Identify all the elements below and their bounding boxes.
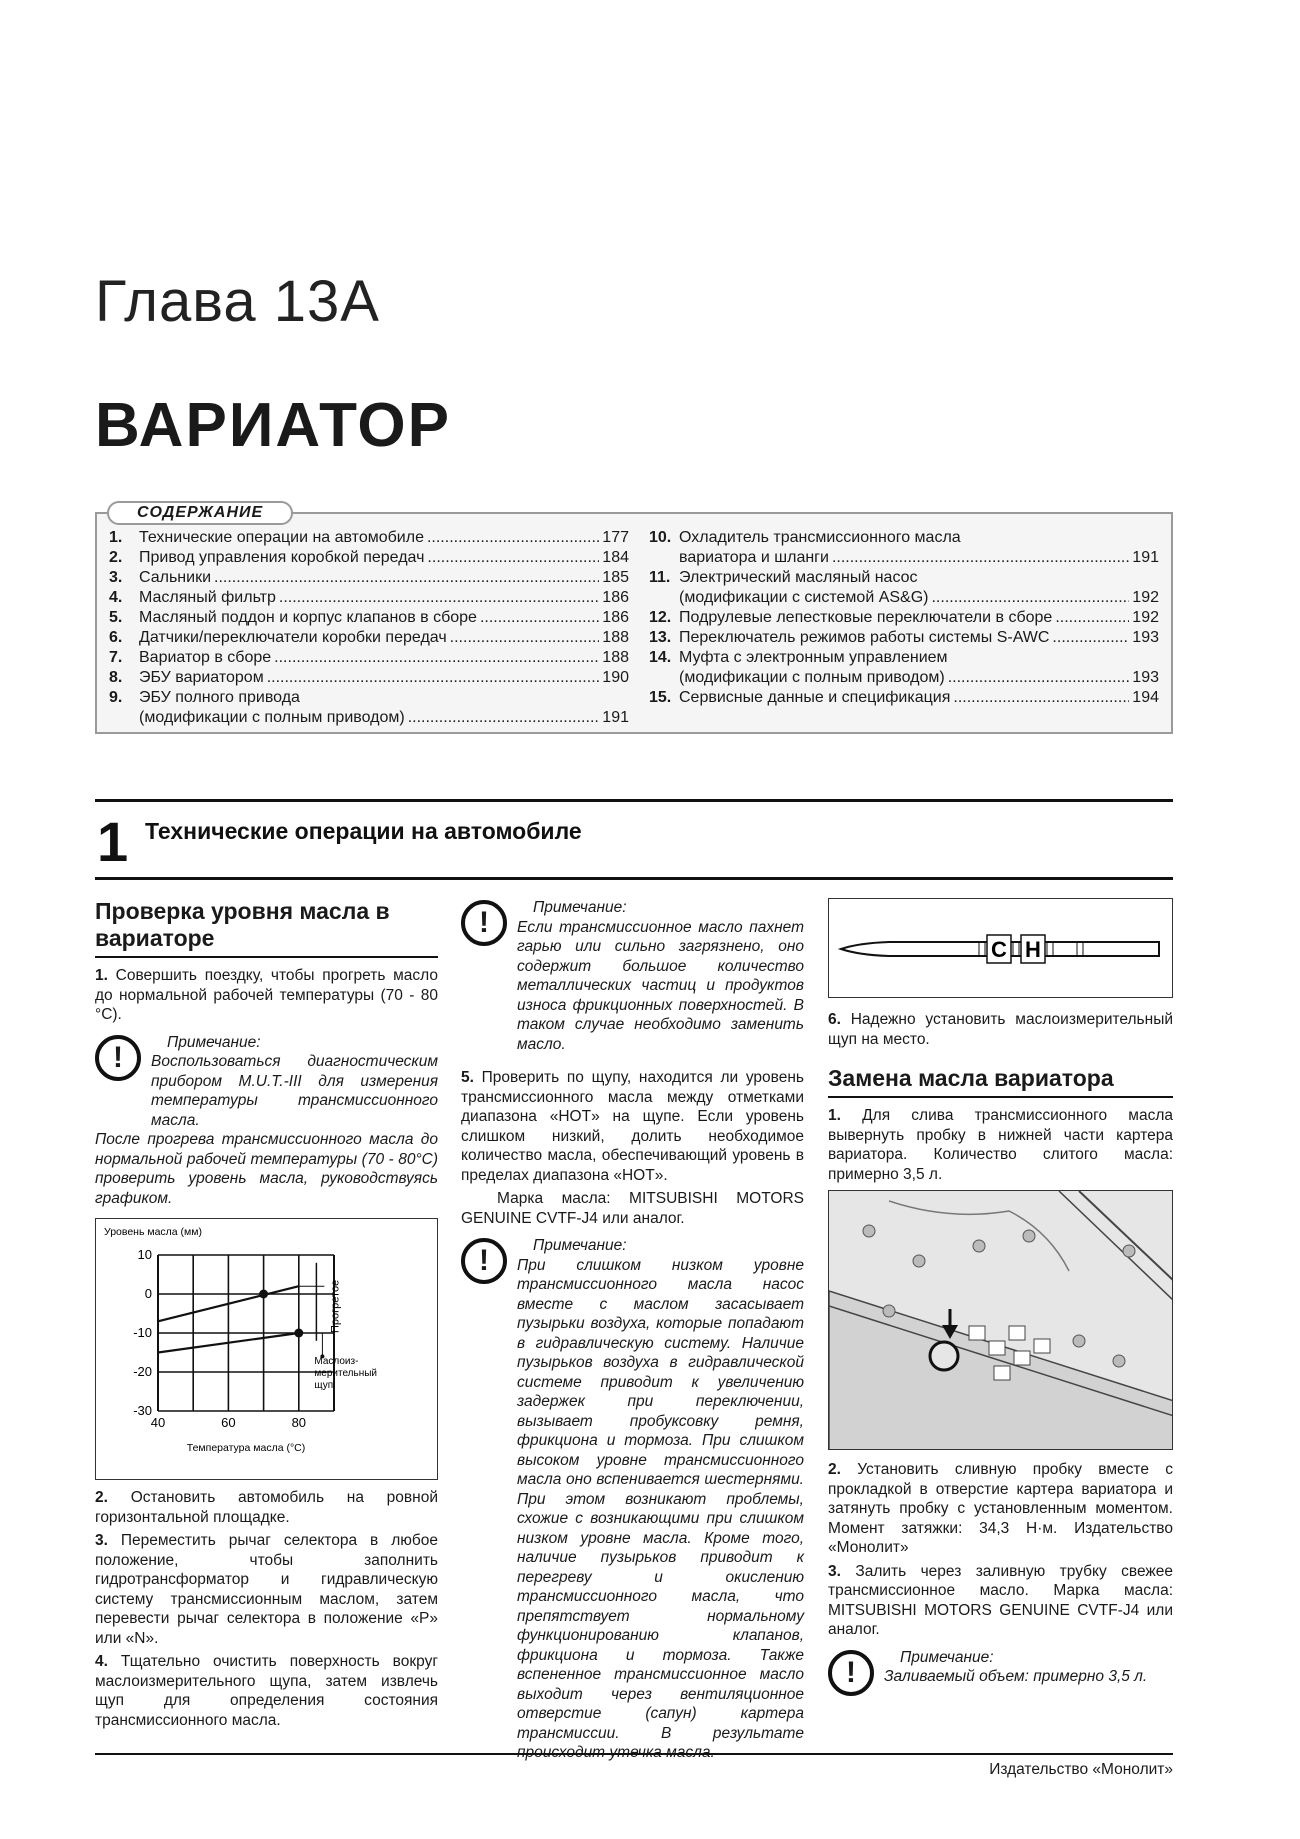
toc-item-number: 13. xyxy=(649,629,672,646)
toc-item xyxy=(109,668,629,688)
step-1: 1. Для слива трансмиссионного масла вывернуть пробку в нижней части картера вариатора. Количество слитого масла: примерно 3,5 л. xyxy=(828,1107,1173,1183)
paragraph-6: 6. Надежно установить маслоизмерительный щуп на место. xyxy=(828,1011,1173,1048)
toc-item-page: 186 xyxy=(602,609,629,626)
toc-item-text-cont: (модификации с полным приводом) xyxy=(679,669,945,686)
toc-item-page: 192 xyxy=(1132,589,1159,606)
toc-item-continued xyxy=(109,708,629,728)
note-label: Примечание: xyxy=(533,899,627,916)
toc-item xyxy=(109,648,629,668)
subsection-heading: Проверка уровня масла в вариаторе xyxy=(95,898,438,958)
paragraph-5b: Марка масла: MITSUBISHI MOTORS GENUINE CVTF-J4 или аналог. xyxy=(461,1190,804,1227)
chart-dip-label-line: щуп xyxy=(314,1380,334,1392)
step-2: 2. Установить сливную пробку вместе с прокладкой в отверстие картера вариатора и затянуть пробку с установленным моментом. Момент затяжки: 34,3 Н·м. Издательство «Монолит» xyxy=(828,1461,1173,1556)
toc-left-column xyxy=(109,528,629,728)
toc-item-page: 192 xyxy=(1132,609,1159,626)
toc-item-number: 9. xyxy=(109,689,123,706)
toc-item xyxy=(649,528,1159,548)
exclamation-icon: ! xyxy=(95,1035,141,1081)
toc-dot-leader xyxy=(214,568,599,588)
toc-item xyxy=(109,608,629,628)
toc-dot-leader xyxy=(427,528,599,548)
toc-item-text-cont: (модификации с системой AS&G) xyxy=(679,589,929,606)
note-label: Примечание: xyxy=(167,1033,261,1051)
chart-dip-label-line: мерительный xyxy=(314,1368,378,1380)
toc-dot-leader xyxy=(931,588,1129,608)
chart-warm-label: Прогретое xyxy=(329,1279,342,1333)
toc-right-column xyxy=(649,528,1159,708)
toc-item xyxy=(649,608,1159,628)
chart-y-tick: 10 xyxy=(137,1247,152,1262)
exclamation-icon: ! xyxy=(461,1238,507,1284)
toc-item-page: 190 xyxy=(602,669,629,686)
chapter-title: ВАРИАТОР xyxy=(95,391,451,460)
toc-item-page: 193 xyxy=(1132,629,1159,646)
chart-canvas xyxy=(96,1219,439,1481)
note-3 xyxy=(461,1236,804,1763)
toc-item-text: Масляный поддон и корпус клапанов в сборе xyxy=(139,609,477,626)
toc-item-text: Электрический масляный насос xyxy=(679,569,918,586)
toc-item-text-cont: (модификации с полным приводом) xyxy=(139,709,405,726)
chart-x-label: Температура масла (°C) xyxy=(186,1442,306,1454)
toc-item-number: 2. xyxy=(109,549,123,566)
toc-item-number: 7. xyxy=(109,649,123,666)
note-4 xyxy=(828,1648,1173,1687)
paragraph-1: 1. Совершить поездку, чтобы прогреть масло до нормальной рабочей температуры (70 - 80 °C). xyxy=(95,967,438,1023)
chapter-number: Глава 13А xyxy=(95,269,380,334)
chart-x-tick: 60 xyxy=(221,1415,236,1430)
publisher-footer: Издательство «Монолит» xyxy=(989,1761,1173,1778)
note-text: При слишком низком уровне трансмиссионного масла насос вместе с маслом засасывает пузырьки воздуха, которые попадают в гидравлическую систему. Наличие пузырьков воздуха в гидравлической системе приводит к увеличению задержек при переключении, вызывает пробуксовку ремня, фрикциона и тормоза. При слишком высоком уровне трансмиссионного масла оно вспенивается шестернями. При этом возникают проблемы, схожие с возникающими при слишком низком уровне масла. Кроме того, наличие пузырьков приводит к перегреву и окислению трансмиссионного масла, что препятствует нормальному функционированию клапанов, фрикциона и тормоза. Также вспененное трансмиссионное масло выходит через вентиляционное отверстие (сапун) картера трансмиссии. В результате xyxy=(517,1256,804,1742)
drain-plug-photo xyxy=(828,1190,1173,1450)
toc-item-page: 188 xyxy=(602,649,629,666)
toc-item-number: 6. xyxy=(109,629,123,646)
toc-item-text: Привод управления коробкой передач xyxy=(139,549,425,566)
toc-item-number: 3. xyxy=(109,569,123,586)
toc-dot-leader xyxy=(1055,608,1129,628)
toc-item xyxy=(109,568,629,588)
toc-item-text: Технические операции на автомобиле xyxy=(139,529,424,546)
toc-item-page: 194 xyxy=(1132,689,1159,706)
chart-x-tick: 40 xyxy=(150,1415,166,1430)
dipstick-illustration xyxy=(828,898,1173,998)
paragraph-4: 4. Тщательно очистить поверхность вокруг маслоизмерительного щупа, затем извлечь щуп для определения состояния трансмиссионного масла. xyxy=(95,1653,438,1729)
toc-dot-leader xyxy=(408,708,600,728)
toc-label: СОДЕРЖАНИЕ xyxy=(107,501,293,525)
note-2 xyxy=(461,898,804,1054)
toc-item-page: 191 xyxy=(602,709,629,726)
dipstick-drawing xyxy=(829,899,1174,999)
toc-item-page: 193 xyxy=(1132,669,1159,686)
toc-item-text: ЭБУ вариатором xyxy=(139,669,264,686)
toc-item-number: 8. xyxy=(109,669,123,686)
toc-item-continued xyxy=(649,588,1159,608)
toc-item-text: Масляный фильтр xyxy=(139,589,276,606)
toc-item xyxy=(649,568,1159,588)
exclamation-icon: ! xyxy=(461,900,507,946)
toc-dot-leader xyxy=(832,548,1129,568)
toc-item-page: 188 xyxy=(602,629,629,646)
chart-y-tick: -10 xyxy=(133,1325,152,1340)
toc-item-continued xyxy=(649,668,1159,688)
note-text: Если трансмиссионное масло пахнет гарью или сильно загрязнено, оно содержит большое количество металлических частиц и продуктов износа фрикционных поверхностей. В таком случае необходимо заменить масло. xyxy=(517,918,804,1053)
footer-rule xyxy=(95,1753,1173,1755)
toc-item xyxy=(109,588,629,608)
step-3: 3. Залить через заливную трубку свежее трансмиссионное масло. Марка масла: MITSUBISHI MOTORS GENUINE CVTF-J4 или аналог. xyxy=(828,1562,1173,1638)
chart-y-tick: -30 xyxy=(133,1403,152,1418)
column-1 xyxy=(95,898,438,1734)
note-text-2: После прогрева трансмиссионного масла до нормальной рабочей температуры (70 - 80°C) проверить уровень масла, руководствуясь графиком. xyxy=(95,1131,438,1207)
note-text: Воспользоваться диагностическим прибором M.U.T.-III для измерения температуры трансмиссионного масла. xyxy=(151,1053,438,1129)
toc-dot-leader xyxy=(427,548,599,568)
chart-y-label: Уровень масла (мм) xyxy=(104,1226,202,1238)
toc-item-continued xyxy=(649,548,1159,568)
note-1 xyxy=(95,1033,438,1209)
section-bottom-rule xyxy=(95,877,1173,880)
dipstick-mark-h: H xyxy=(1025,937,1041,962)
chart-dip-label-line: Маслоиз- xyxy=(314,1356,359,1368)
toc-dot-leader xyxy=(953,688,1129,708)
toc-dot-leader xyxy=(1052,628,1129,648)
toc-item-page: 185 xyxy=(602,569,629,586)
column-2 xyxy=(461,898,804,1773)
toc-item-number: 4. xyxy=(109,589,123,606)
toc-item xyxy=(649,648,1159,668)
toc-dot-leader xyxy=(948,668,1130,688)
column-3 xyxy=(828,898,1173,1697)
exclamation-icon: ! xyxy=(828,1650,874,1696)
toc-dot-leader xyxy=(450,628,600,648)
chart-dip-label xyxy=(314,1356,377,1391)
note-label: Примечание: xyxy=(533,1237,627,1254)
toc-item xyxy=(649,628,1159,648)
note-label: Примечание: xyxy=(900,1648,994,1666)
toc-item xyxy=(649,688,1159,708)
chart-y-tick: 0 xyxy=(144,1286,152,1301)
drain-plug-drawing xyxy=(829,1191,1173,1450)
toc-dot-leader xyxy=(279,588,599,608)
toc-item-text: Вариатор в сборе xyxy=(139,649,272,666)
chart-y-tick: -20 xyxy=(133,1364,152,1379)
paragraph-3: 3. Переместить рычаг селектора в любое положение, чтобы заполнить гидротрансформатор и гидравлическую систему трансмиссионным маслом, затем перевести рычаг селектора в положение «P» или «N». xyxy=(95,1532,438,1647)
toc-item xyxy=(109,688,629,708)
toc-item-number: 10. xyxy=(649,529,672,546)
toc-dot-leader xyxy=(267,668,600,688)
section-number: 1 xyxy=(97,810,129,873)
toc-item-text: Муфта с электронным управлением xyxy=(679,649,948,666)
toc-item-text-cont: вариатора и шланги xyxy=(679,549,829,566)
toc-item-page: 191 xyxy=(1132,549,1159,566)
chart-marker xyxy=(259,1290,268,1299)
toc-item-text: Переключатель режимов работы системы S-AWC xyxy=(679,629,1050,646)
toc-item-text: Подрулевые лепестковые переключатели в сборе xyxy=(679,609,1053,626)
toc-item-number: 14. xyxy=(649,649,672,666)
toc-item-text: Охладитель трансмиссионного масла xyxy=(679,529,961,546)
paragraph-5: 5. Проверить по щупу, находится ли уровень трансмиссионного масла между отметками диапазона «HOT» на щупе. Если уровень слишком низкий, долить необходимое количество масла, обеспечивающий уровень в пределах диапазона «HOT». xyxy=(461,1069,804,1184)
toc-item xyxy=(109,548,629,568)
paragraph-2: 2. Остановить автомобиль на ровной горизонтальной площадке. xyxy=(95,1489,438,1526)
toc-item-text: ЭБУ полного привода xyxy=(139,689,300,706)
toc-dot-leader xyxy=(274,648,599,668)
toc-item-text: Сервисные данные и спецификация xyxy=(679,689,951,706)
toc-item-text: Сальники xyxy=(139,569,212,586)
toc-item-page: 186 xyxy=(602,589,629,606)
oil-level-chart xyxy=(95,1218,438,1480)
dipstick-mark-c: C xyxy=(991,937,1007,962)
toc-item-number: 12. xyxy=(649,609,672,626)
toc-item-text: Датчики/переключатели коробки передач xyxy=(139,629,447,646)
table-of-contents xyxy=(95,504,1173,734)
toc-item-number: 5. xyxy=(109,609,123,626)
toc-item xyxy=(109,628,629,648)
toc-item xyxy=(109,528,629,548)
section-top-rule xyxy=(95,799,1173,802)
toc-item-number: 1. xyxy=(109,529,123,546)
toc-dot-leader xyxy=(480,608,599,628)
chart-x-tick: 80 xyxy=(291,1415,307,1430)
note-text: Заливаемый объем: примерно 3,5 л. xyxy=(884,1668,1148,1685)
subsection-heading-2: Замена масла вариатора xyxy=(828,1065,1173,1098)
section-title: Технические операции на автомобиле xyxy=(145,818,582,844)
toc-item-page: 177 xyxy=(602,529,629,546)
toc-item-number: 11. xyxy=(649,569,671,586)
toc-item-page: 184 xyxy=(602,549,629,566)
toc-item-number: 15. xyxy=(649,689,672,706)
